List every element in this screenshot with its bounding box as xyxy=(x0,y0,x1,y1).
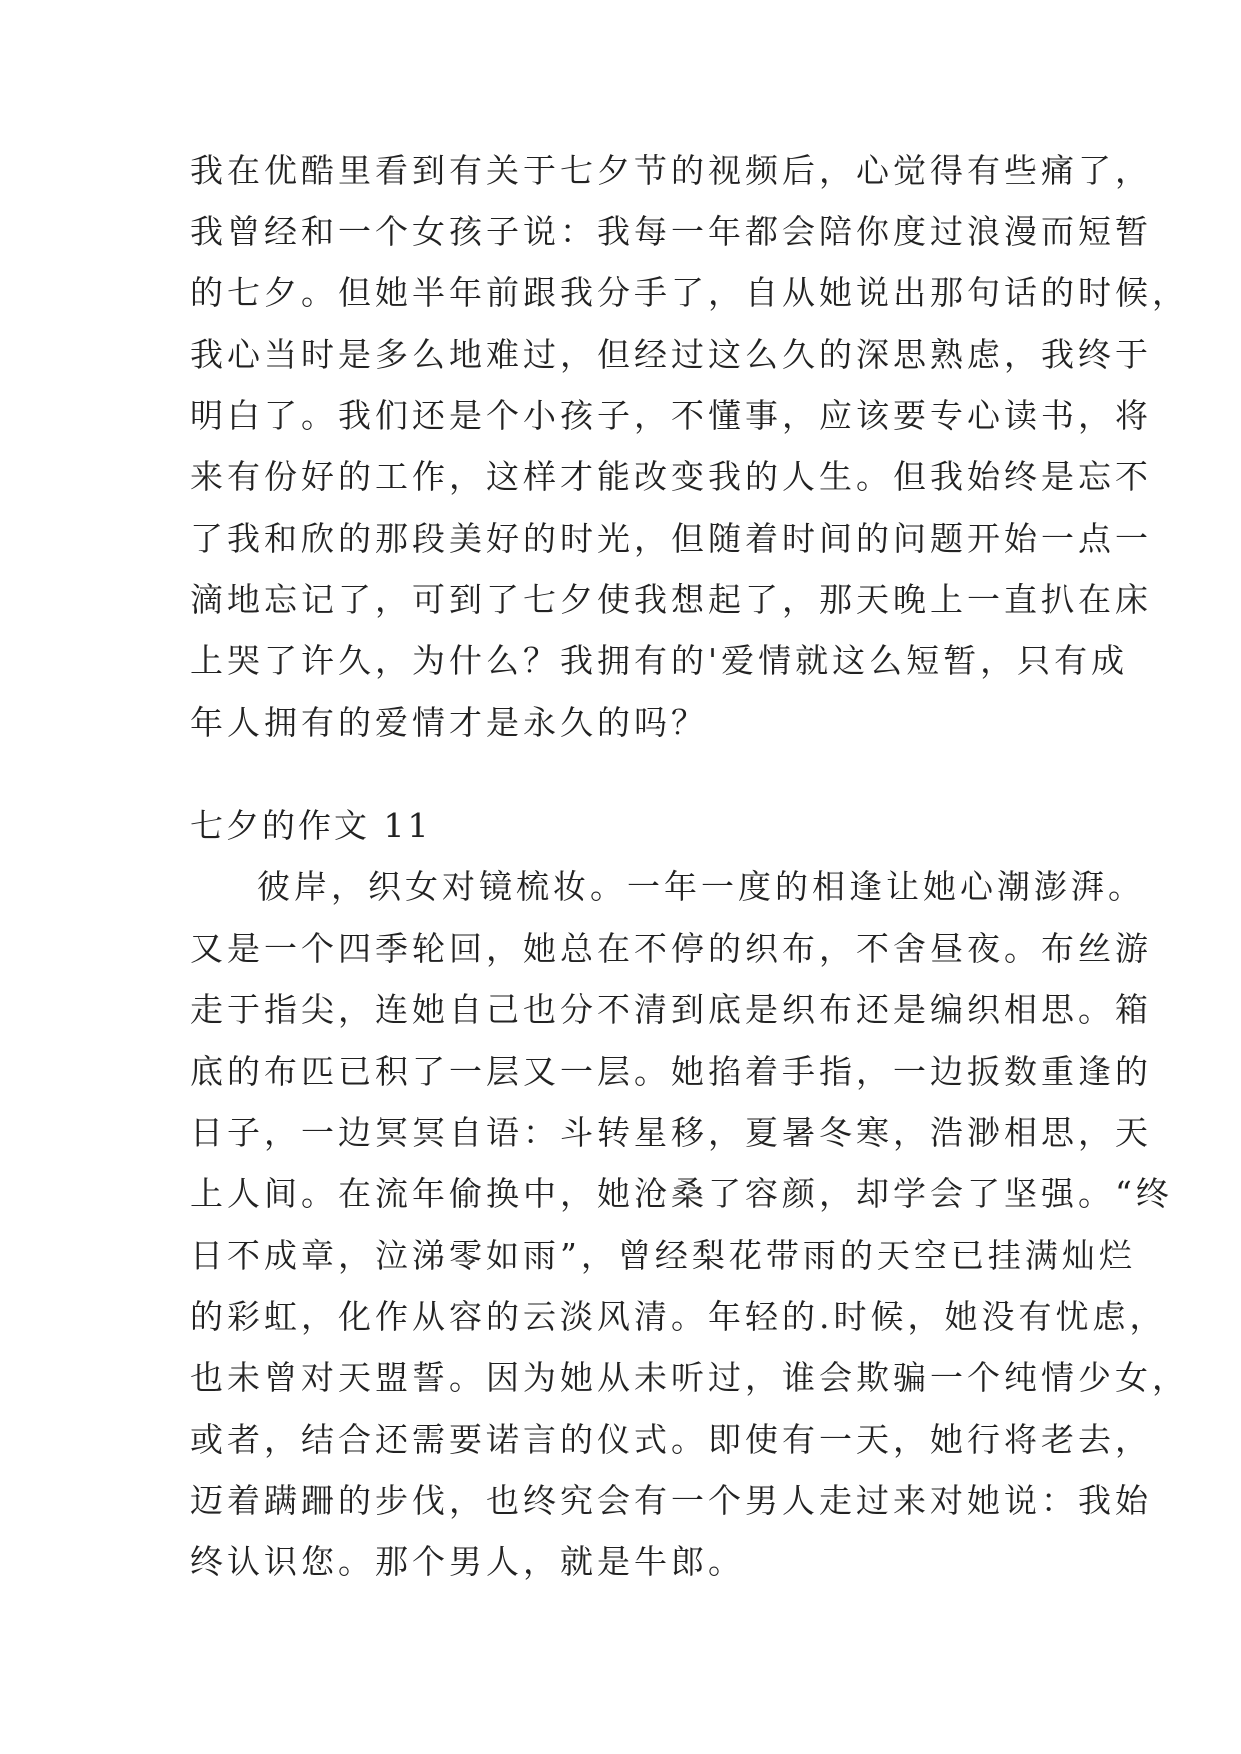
text-line: 我心当时是多么地难过，但经过这么久的深思熟虑，我终于 xyxy=(190,335,1152,374)
text-line: 来有份好的工作，这样才能改变我的人生。但我始终是忘不 xyxy=(190,457,1152,496)
text-line: 走于指尖，连她自己也分不清到底是织布还是编织相思。箱 xyxy=(190,990,1152,1029)
text-line: 上哭了许久，为什么？我拥有的'爱情就这么短暂，只有成 xyxy=(190,641,1129,680)
text-line: 迈着蹒跚的步伐，也终究会有一个男人走过来对她说：我始 xyxy=(190,1481,1152,1520)
text-line: 日不成章，泣涕零如雨”，曾经梨花带雨的天空已挂满灿烂 xyxy=(190,1236,1136,1275)
text-line: 滴地忘记了，可到了七夕使我想起了，那天晚上一直扒在床 xyxy=(190,580,1152,619)
text-line: 我曾经和一个女孩子说：我每一年都会陪你度过浪漫而短暂 xyxy=(190,212,1152,251)
text-line: 日子，一边冥冥自语：斗转星移，夏暑冬寒，浩渺相思，天 xyxy=(190,1113,1152,1152)
text-line: 了我和欣的那段美好的时光，但随着时间的问题开始一点一 xyxy=(190,519,1152,558)
text-line: 的七夕。但她半年前跟我分手了，自从她说出那句话的时候， xyxy=(190,273,1189,312)
text-line: 的彩虹，化作从容的云淡风清。年轻的.时候，她没有忧虑， xyxy=(190,1297,1167,1336)
text-line: 或者，结合还需要诺言的仪式。即使有一天，她行将老去， xyxy=(190,1420,1152,1459)
text-line: 终认识您。那个男人，就是牛郎。 xyxy=(190,1542,745,1581)
text-line: 又是一个四季轮回，她总在不停的织布，不舍昼夜。布丝游 xyxy=(190,929,1152,968)
text-line: 彼岸，织女对镜梳妆。一年一度的相逢让她心潮澎湃。 xyxy=(257,867,1145,906)
text-line: 也未曾对天盟誓。因为她从未听过，谁会欺骗一个纯情少女， xyxy=(190,1358,1189,1397)
text-line: 我在优酷里看到有关于七夕节的视频后，心觉得有些痛了， xyxy=(190,151,1152,190)
text-line: 底的布匹已积了一层又一层。她掐着手指，一边扳数重逢的 xyxy=(190,1052,1152,1091)
text-line: 明白了。我们还是个小孩子，不懂事，应该要专心读书，将 xyxy=(190,396,1152,435)
essay-title: 七夕的作文 11 xyxy=(190,806,432,845)
text-line: 上人间。在流年偷换中，她沧桑了容颜，却学会了坚强。“终 xyxy=(190,1174,1173,1213)
text-line: 年人拥有的爱情才是永久的吗？ xyxy=(190,703,708,742)
